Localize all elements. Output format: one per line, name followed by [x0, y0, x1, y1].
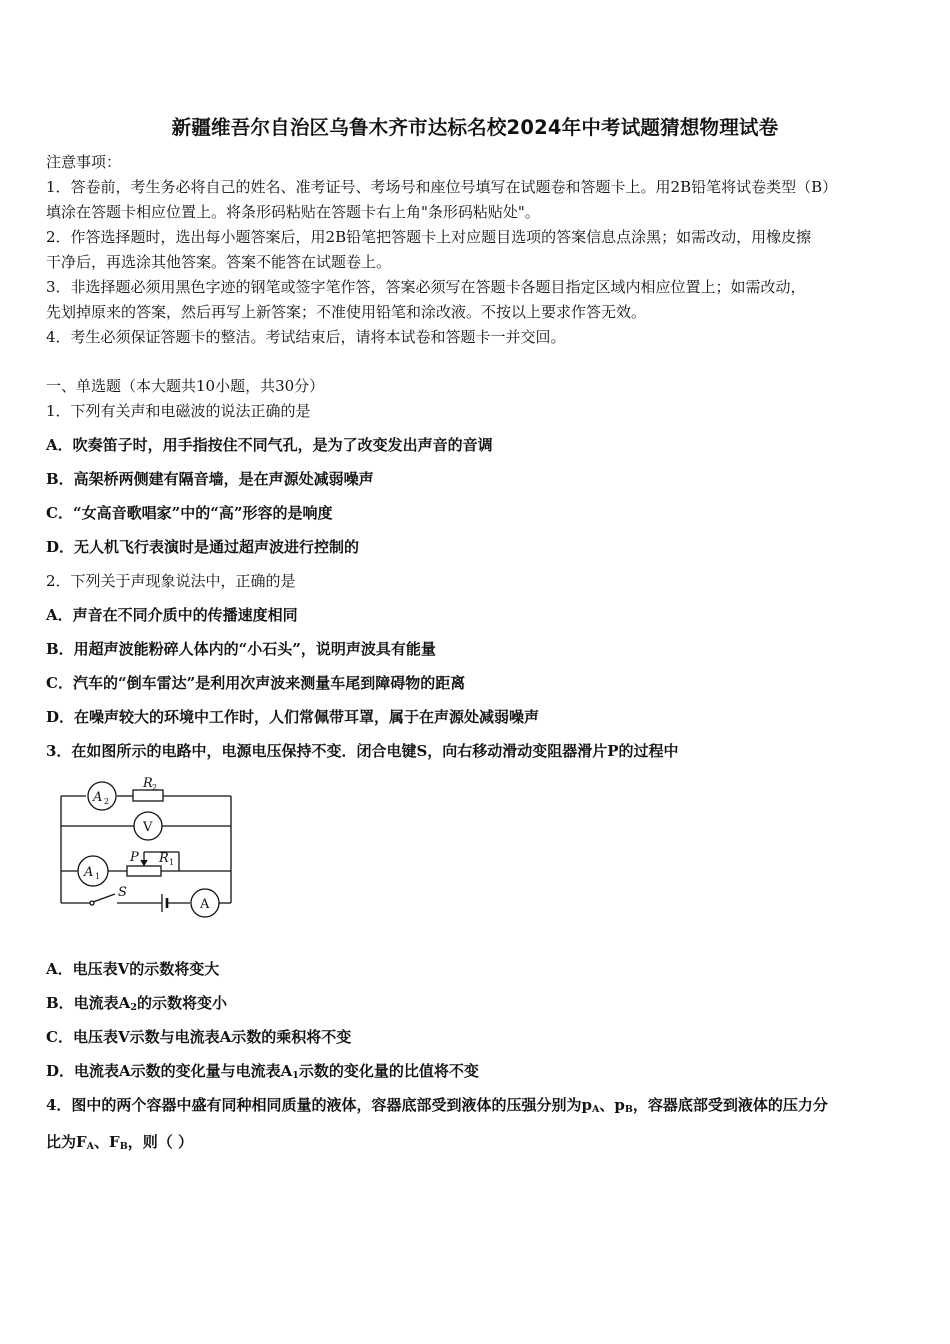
subscript: 1 — [292, 1070, 299, 1081]
question-1-option-a: A．吹奏笛子时，用手指按住不同气孔，是为了改变发出声音的音调 — [46, 436, 493, 454]
question-3-option-a: A．电压表V的示数将变大 — [46, 960, 220, 978]
question-3-option-b — [46, 993, 227, 1013]
rheostat-r1-icon — [127, 866, 161, 876]
notice-line: 干净后，再选涂其他答案。答案不能答在试题卷上。 — [46, 253, 392, 271]
option-text: D．电流表A示数的变化量与电流表A — [46, 1062, 293, 1080]
notice-line: 填涂在答题卡相应位置上。将条形码粘贴在答题卡右上角"条形码粘贴处"。 — [46, 203, 540, 221]
stem-text: ，则（ ） — [127, 1133, 193, 1151]
question-1-option-c: C．“女高音歌唱家”中的“高”形容的是响度 — [46, 504, 333, 522]
r2-subscript: 2 — [152, 783, 158, 792]
v-label: V — [143, 820, 153, 835]
a1-label: A — [84, 865, 94, 880]
r2-label: R — [143, 776, 153, 791]
option-text: B．电流表A — [46, 994, 131, 1012]
question-4-stem-line2 — [46, 1132, 193, 1152]
s-label: S — [118, 885, 127, 900]
notice-line: 4．考生必须保证答题卡的整洁。考试结束后，请将本试卷和答题卡一并交回。 — [46, 328, 566, 346]
stem-text: 比为F — [46, 1133, 87, 1151]
notice-heading: 注意事项： — [46, 153, 122, 171]
a2-subscript: 2 — [104, 797, 110, 806]
stem-text: 4．图中的两个容器中盛有同种相同质量的液体，容器底部受到液体的压强分别为p — [46, 1096, 592, 1114]
question-2-stem: 2．下列关于声现象说法中，正确的是 — [46, 572, 296, 590]
question-2-option-d: D．在噪声较大的环境中工作时，人们常佩带耳罩，属于在声源处减弱噪声 — [46, 708, 540, 726]
subscript: B — [119, 1141, 128, 1152]
page-title: 新疆维吾尔自治区乌鲁木齐市达标名校2024年中考试题猜想物理试卷 — [171, 116, 779, 139]
notice-line: 先划掉原来的答案，然后再写上新答案；不准使用铅笔和涂改液。不按以上要求作答无效。 — [46, 303, 647, 321]
a1-subscript: 1 — [95, 872, 101, 881]
question-2-option-a: A．声音在不同介质中的传播速度相同 — [46, 606, 298, 624]
r1-subscript: 1 — [169, 858, 175, 867]
section-heading: 一、单选题（本大题共10小题，共30分） — [46, 377, 325, 395]
notice-line: 1．答卷前，考生务必将自己的姓名、准考证号、考场号和座位号填写在试题卷和答题卡上。用2B铅笔将试卷类型（B） — [46, 178, 838, 196]
p-label: P — [130, 850, 139, 865]
question-3-stem: 3．在如图所示的电路中，电源电压保持不变．闭合电键S，向右移动滑动变阻器滑片P的过程中 — [46, 742, 679, 760]
subscript: B — [624, 1104, 633, 1115]
a-label: A — [200, 897, 210, 912]
subscript: A — [86, 1141, 95, 1152]
question-4-stem-line1 — [46, 1095, 828, 1115]
option-text: 示数的变化量的比值将不变 — [298, 1062, 479, 1080]
stem-text: 、F — [94, 1133, 120, 1151]
question-1-option-b: B．高架桥两侧建有隔音墙，是在声源处减弱噪声 — [46, 470, 374, 488]
question-1-stem: 1．下列有关声和电磁波的说法正确的是 — [46, 402, 311, 420]
a2-label: A — [93, 790, 103, 805]
stem-text: ，容器底部受到液体的压力分 — [632, 1096, 828, 1114]
resistor-r2-icon — [133, 790, 163, 801]
slider-arrow-icon — [141, 860, 147, 865]
r1-label: R — [159, 851, 169, 866]
question-2-option-c: C．汽车的“倒车雷达”是利用次声波来测量车尾到障碍物的距离 — [46, 674, 466, 692]
question-3-option-c: C．电压表V示数与电流表A示数的乘积将不变 — [46, 1028, 352, 1046]
subscript: 2 — [130, 1002, 137, 1013]
notice-line: 3．非选择题必须用黑色字迹的钢笔或签字笔作答，答案必须写在答题卡各题目指定区域内相应位置上；如需改动， — [46, 278, 806, 296]
option-text: 的示数将变小 — [136, 994, 227, 1012]
question-2-option-b: B．用超声波能粉碎人体内的“小石头”，说明声波具有能量 — [46, 640, 436, 658]
question-1-option-d: D．无人机飞行表演时是通过超声波进行控制的 — [46, 538, 360, 556]
notice-line: 2．作答选择题时，选出每小题答案后，用2B铅笔把答题卡上对应题目选项的答案信息点涂黑；如需改动，用橡皮擦 — [46, 228, 812, 246]
subscript: A — [591, 1104, 600, 1115]
circuit-diagram — [55, 770, 245, 920]
switch-s-icon — [93, 894, 115, 902]
stem-text: 、p — [599, 1096, 625, 1114]
question-3-option-d — [46, 1061, 479, 1081]
